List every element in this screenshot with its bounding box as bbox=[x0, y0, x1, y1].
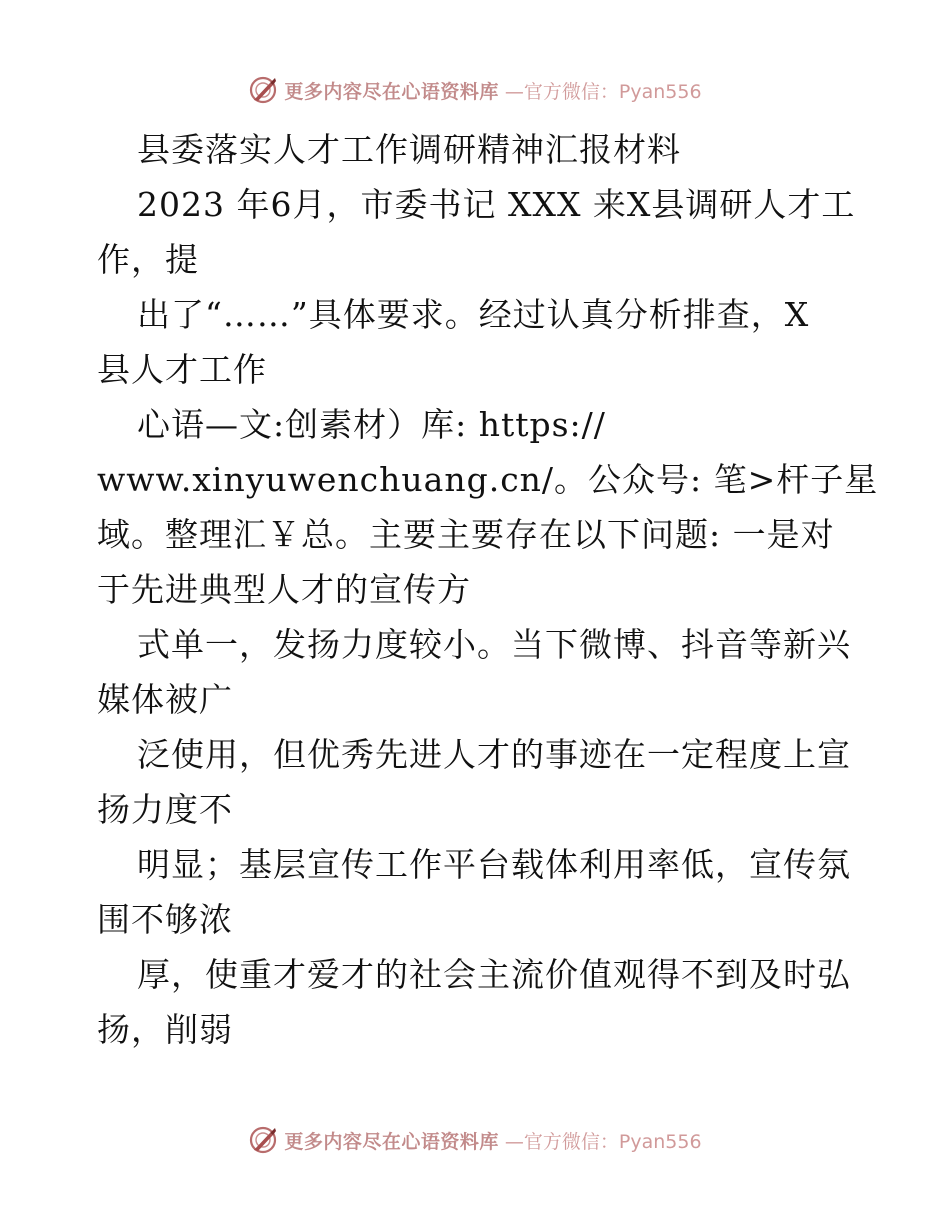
doc-line: www.xinyuwenchuang.cn/。公众号: 笔>杆子星 bbox=[97, 460, 879, 499]
doc-line: 明显；基层宣传工作平台载体利用率低，宣传氛 bbox=[137, 845, 851, 884]
quill-logo-icon bbox=[248, 1125, 278, 1155]
doc-line: 泛使用，但优秀先进人才的事迹在一定程度上宣 bbox=[137, 735, 851, 774]
doc-line: 厚，使重才爱才的社会主流价值观得不到及时弘 bbox=[137, 955, 851, 994]
header-watermark-banner bbox=[0, 70, 950, 110]
quill-logo-icon bbox=[248, 75, 278, 105]
banner-wechat: —官方微信：Pyan556 bbox=[504, 1130, 702, 1153]
doc-line: 式单一，发扬力度较小。当下微博、抖音等新兴 bbox=[137, 625, 851, 664]
footer-watermark-banner bbox=[0, 1120, 950, 1160]
doc-line: 域。整理汇￥总。主要主要存在以下问题: 一是对 bbox=[97, 515, 835, 554]
doc-line: 2023 年6月，市委书记 XXX 来X县调研人才工 bbox=[137, 185, 856, 224]
doc-line: 于先进典型人才的宣传方 bbox=[97, 570, 471, 609]
banner-title: 更多内容尽在心语资料库 bbox=[284, 80, 499, 103]
doc-line: 心语—文:创素材）库: https:// bbox=[137, 405, 606, 444]
doc-line: 县人才工作 bbox=[97, 350, 267, 389]
banner-title: 更多内容尽在心语资料库 bbox=[284, 1130, 499, 1153]
doc-line: 扬力度不 bbox=[97, 790, 233, 829]
doc-line: 出了“……”具体要求。经过认真分析排查，X bbox=[137, 295, 810, 334]
doc-line: 作，提 bbox=[97, 240, 199, 279]
doc-line: 县委落实人才工作调研精神汇报材料 bbox=[137, 130, 681, 169]
banner-wechat: —官方微信：Pyan556 bbox=[504, 80, 702, 103]
doc-line: 媒体被广 bbox=[97, 680, 233, 719]
doc-line: 围不够浓 bbox=[97, 900, 233, 939]
doc-line: 扬，削弱 bbox=[97, 1010, 233, 1049]
document-body bbox=[97, 122, 879, 1057]
